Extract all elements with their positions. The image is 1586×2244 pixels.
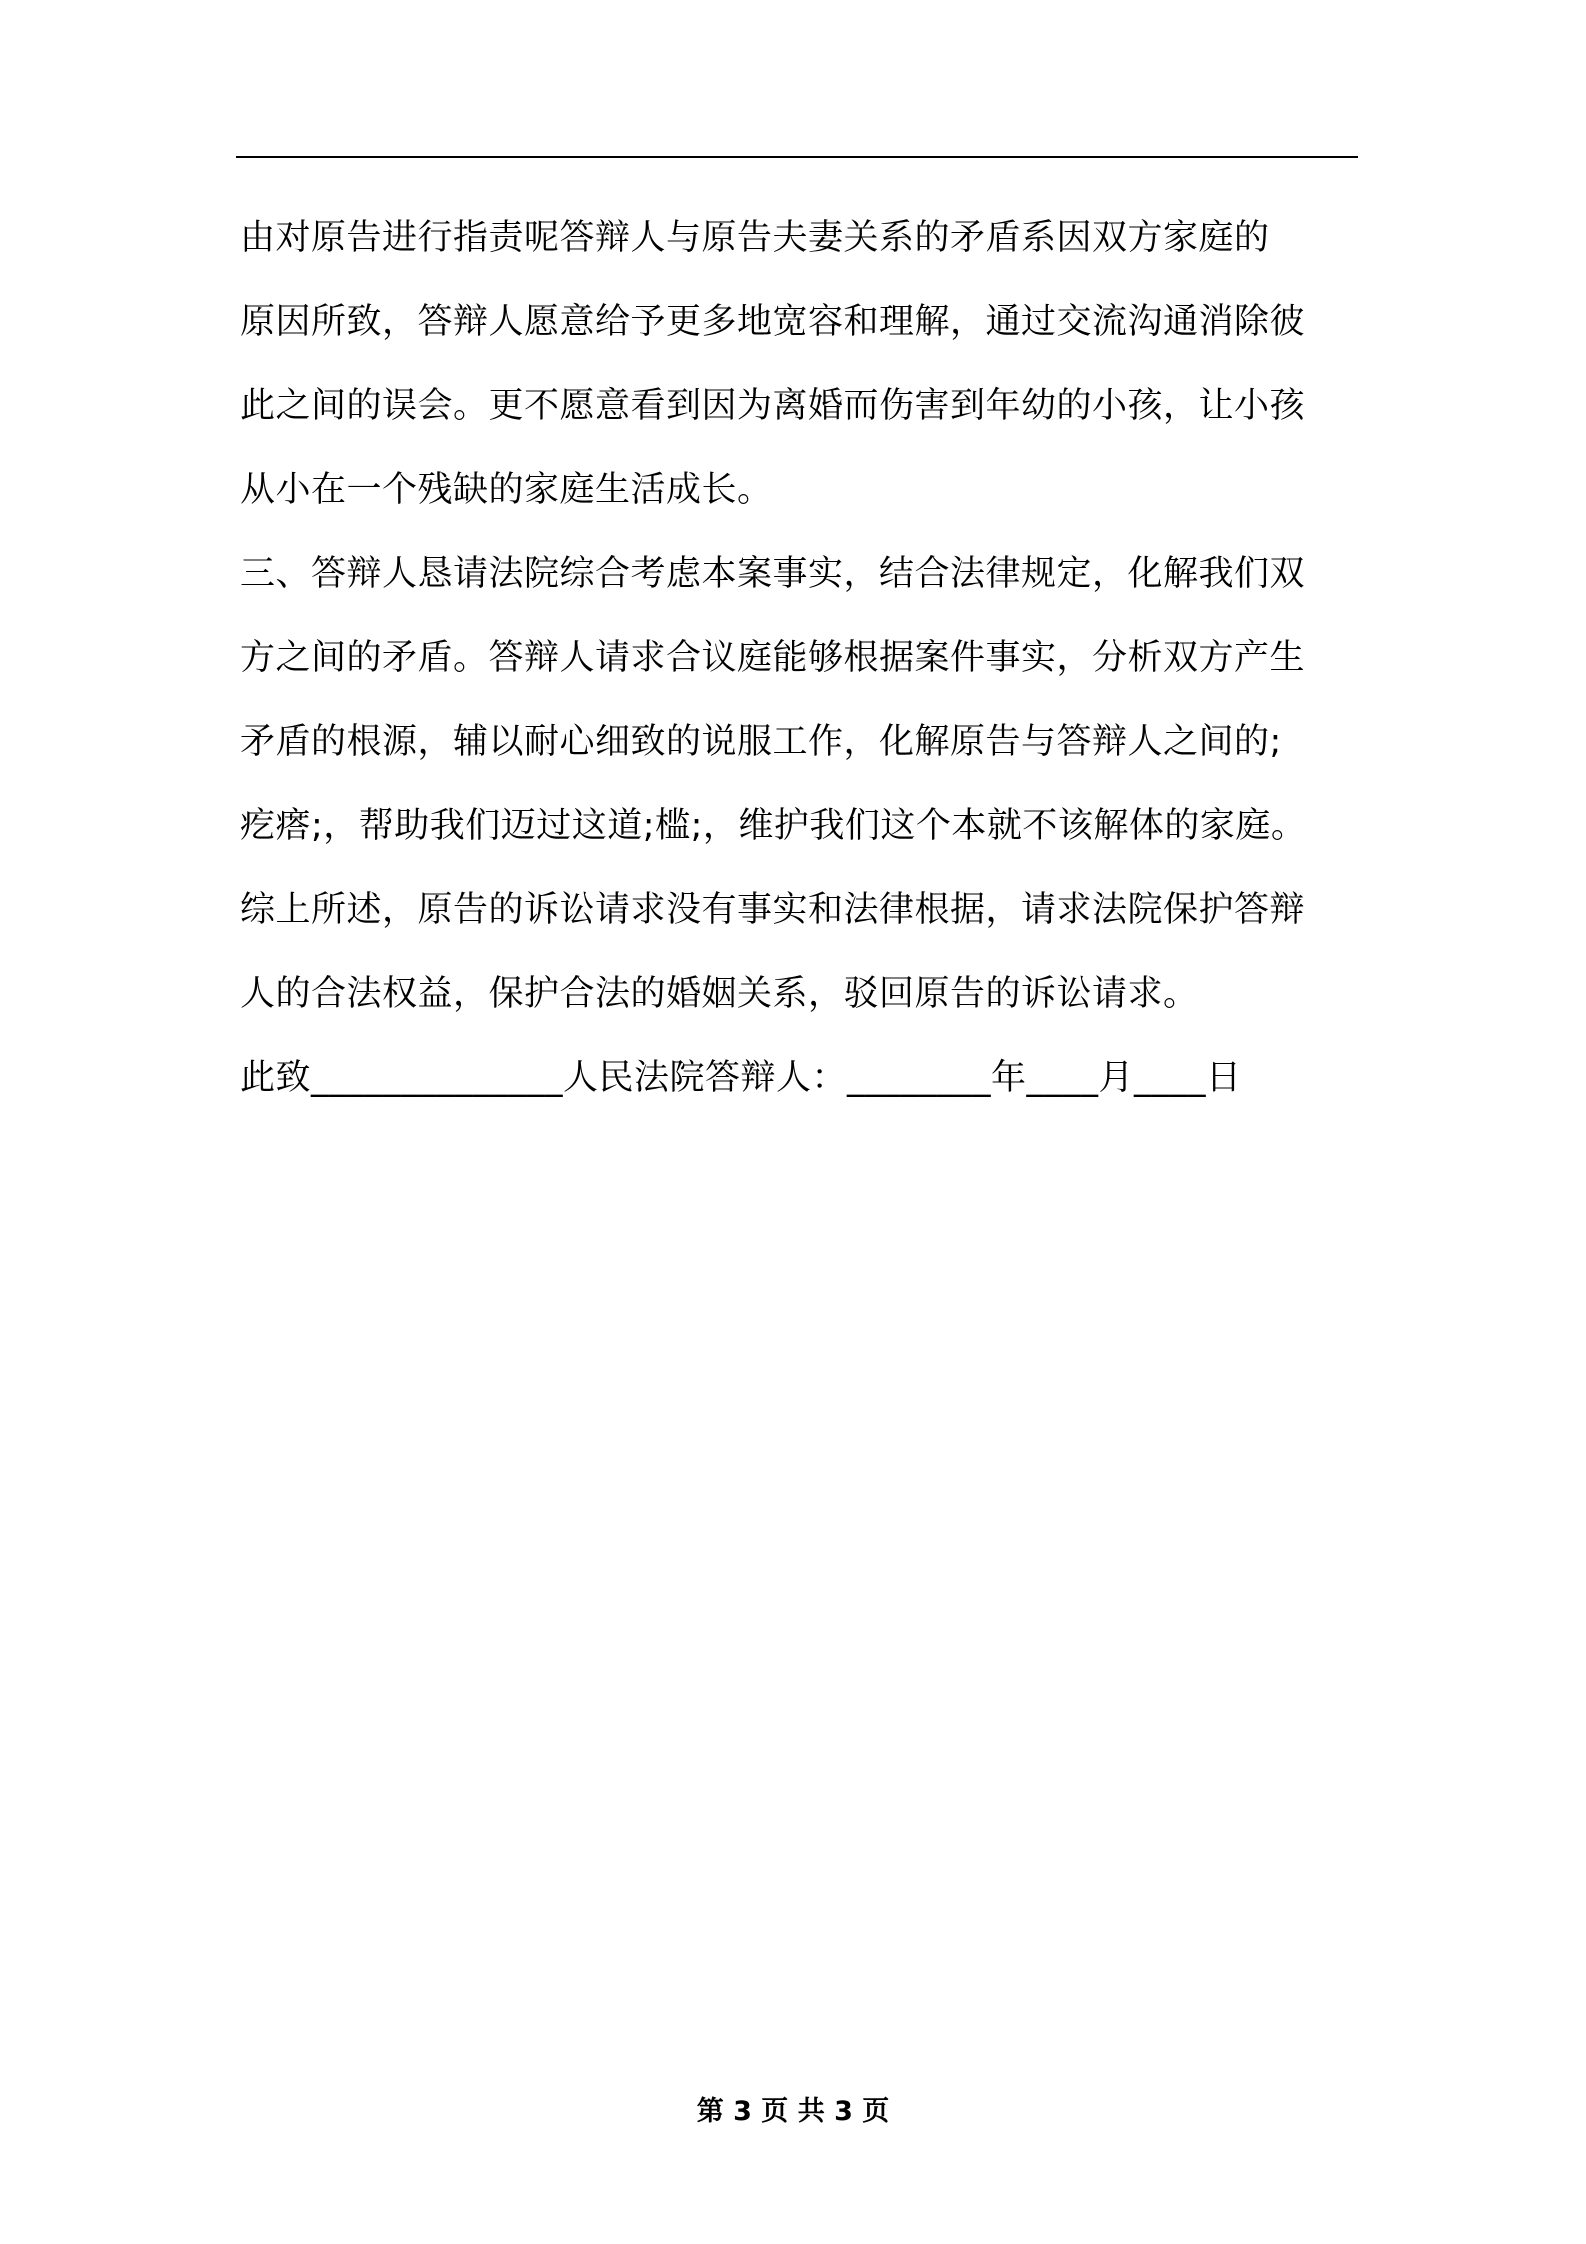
text-line: 原因所致，答辩人愿意给予更多地宽容和理解，通过交流沟通消除彼	[240, 302, 1306, 342]
text-line: 由对原告进行指责呢答辩人与原告夫妻关系的矛盾系因双方家庭的	[240, 218, 1270, 258]
document-body	[240, 196, 1356, 1120]
text-line: 三、答辩人恳请法院综合考虑本案事实，结合法律规定，化解我们双	[240, 554, 1306, 594]
text-line: 矛盾的根源，辅以耐心细致的说服工作，化解原告与答辩人之间的;	[240, 722, 1282, 762]
header-rule	[236, 156, 1358, 158]
text-line: 方之间的矛盾。答辩人请求合议庭能够根据案件事实，分析双方产生	[240, 638, 1306, 678]
text-line: 综上所述，原告的诉讼请求没有事实和法律根据，请求法院保护答辩	[240, 890, 1306, 930]
text-line: 疙瘩;，帮助我们迈过这道;槛;，维护我们这个本就不该解体的家庭。	[240, 806, 1307, 846]
text-line: 此之间的误会。更不愿意看到因为离婚而伤害到年幼的小孩，让小孩	[240, 386, 1306, 426]
text-line: 人的合法权益，保护合法的婚姻关系，驳回原告的诉讼请求。	[240, 974, 1199, 1014]
text-line: 从小在一个残缺的家庭生活成长。	[240, 470, 773, 510]
signature-line: 此致______________人民法院答辩人：________年____月____日	[240, 1058, 1242, 1098]
page-number: 第 3 页 共 3 页	[696, 2096, 890, 2127]
